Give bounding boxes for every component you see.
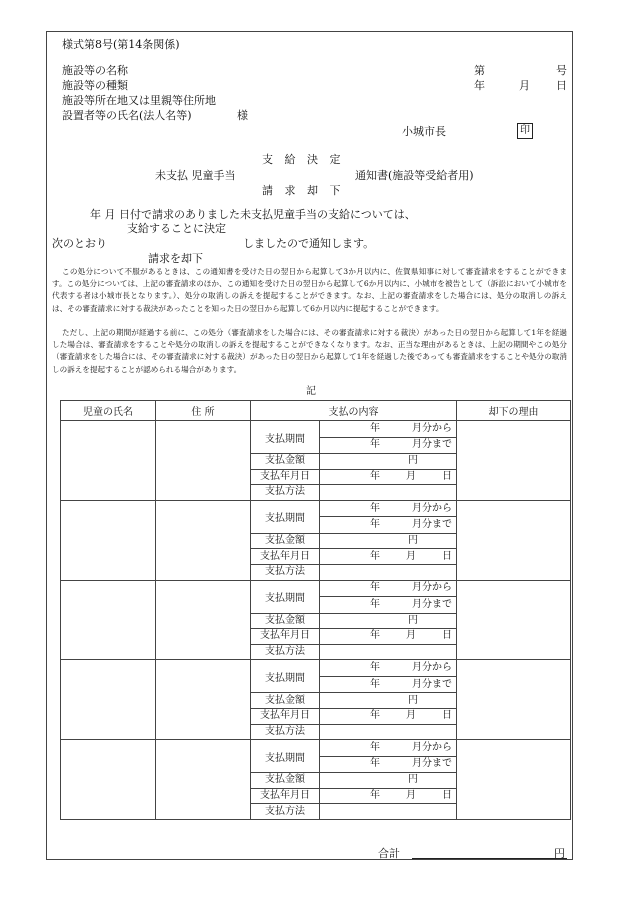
- period-to-cell[interactable]: [320, 517, 457, 534]
- total-label: 合計: [378, 847, 400, 860]
- period-from-year: 年: [370, 422, 380, 434]
- period-to-text: 月分まで: [412, 598, 452, 610]
- pay-date-year: 年: [370, 710, 380, 722]
- period-from-year: 年: [370, 741, 380, 753]
- period-from-year: 年: [370, 662, 380, 674]
- period-label: 支払期間: [251, 580, 320, 613]
- amount-unit: 円: [408, 774, 418, 786]
- amount-unit: 円: [408, 455, 418, 467]
- facility-address-label: 施設等所在地又は里親等住所地: [62, 94, 216, 107]
- reason-cell[interactable]: [457, 660, 571, 740]
- table-row: [61, 580, 571, 597]
- period-from-text: 月分から: [412, 502, 452, 514]
- notice-paragraph-1: この処分について不服があるときは、この通知書を受けた日の翌日から起算して3か月以内に、佐賀県知事に対して審査請求をすることができます。この処分については、上記の審査請求のほか、この通知を受けた日の翌日から起算して6か月以内に、小城市を被告として（訴訟において小城市を代表する者は小城市長となります。）、処分の取消しの訴えを提起することができます。なお、上記の審査請求をした場合には、処分の取消しの訴えは、その審査請求に対する裁決があったことを知った日の翌日から起算して6か月以内に提起することができます。: [52, 267, 567, 313]
- period-from-text: 月分から: [412, 741, 452, 753]
- method-label: 支払方法: [251, 804, 320, 820]
- method-label: 支払方法: [251, 644, 320, 660]
- header-reason: 却下の理由: [457, 401, 571, 421]
- amount-cell[interactable]: [320, 454, 457, 470]
- header-address: 住 所: [156, 401, 251, 421]
- period-label: 支払期間: [251, 500, 320, 533]
- pay-date-day: 日: [442, 550, 452, 562]
- amount-unit: 円: [408, 535, 418, 547]
- amount-cell[interactable]: [320, 613, 457, 629]
- period-from-cell[interactable]: [320, 500, 457, 517]
- founder-name-label: 設置者等の氏名(法人名等): [62, 109, 192, 122]
- period-to-text: 月分まで: [412, 678, 452, 690]
- amount-cell[interactable]: [320, 693, 457, 709]
- doc-number-suffix: 号: [556, 64, 567, 77]
- body-line1: 年 月 日付で請求のありました未支払児童手当の支給については、: [90, 208, 416, 221]
- method-label: 支払方法: [251, 724, 320, 740]
- title-decision: 支 給 決 定: [262, 153, 345, 166]
- pay-date-year: 年: [370, 790, 380, 802]
- pay-date-cell[interactable]: [320, 708, 457, 724]
- body-suffix: しましたので通知します。: [243, 237, 375, 250]
- period-from-text: 月分から: [412, 582, 452, 594]
- table-header-row: [61, 401, 571, 421]
- body-option-reject: 請求を却下: [148, 252, 203, 265]
- address-cell[interactable]: [156, 660, 251, 740]
- table-row: [61, 421, 571, 438]
- period-to-year: 年: [370, 678, 380, 690]
- title-left: 未支払 児童手当: [155, 169, 236, 182]
- period-to-year: 年: [370, 598, 380, 610]
- child-name-cell[interactable]: [61, 500, 156, 580]
- date-year: 年: [474, 79, 485, 92]
- form-number: 様式第8号(第14条関係): [62, 38, 180, 51]
- facility-name-label: 施設等の名称: [62, 64, 128, 77]
- period-to-year: 年: [370, 519, 380, 531]
- pay-date-label: 支払年月日: [251, 469, 320, 485]
- amount-label: 支払金額: [251, 533, 320, 549]
- pay-date-month: 月: [406, 630, 416, 642]
- body-prefix: 次のとおり: [52, 237, 107, 250]
- period-from-year: 年: [370, 582, 380, 594]
- table-row: [61, 660, 571, 677]
- pay-date-day: 日: [442, 710, 452, 722]
- payment-table: [60, 400, 571, 820]
- pay-date-cell[interactable]: [320, 549, 457, 565]
- pay-date-month: 月: [406, 550, 416, 562]
- period-from-cell[interactable]: [320, 580, 457, 597]
- facility-type-label: 施設等の種類: [62, 79, 128, 92]
- amount-label: 支払金額: [251, 454, 320, 470]
- amount-cell[interactable]: [320, 533, 457, 549]
- title-rejection: 請 求 却 下: [262, 184, 345, 197]
- pay-date-year: 年: [370, 550, 380, 562]
- reason-cell[interactable]: [457, 740, 571, 820]
- notice-paragraph-2: ただし、上記の期間が経過する前に、この処分（審査請求をした場合には、その審査請求に対する裁決）があった日の翌日から起算して1年を経過した場合は、審査請求をすることや処分の取消しの訴えを提起することができなくなります。なお、正当な理由があるときは、上記の期間やこの処分（審査請求をした場合には、その審査請求に対する裁決）があった日の翌日から起算して1年を経過した後であっても審査請求をすることや処分の取消しの訴えを提起することが認められる場合があります。: [52, 328, 567, 374]
- pay-date-day: 日: [442, 630, 452, 642]
- method-label: 支払方法: [251, 485, 320, 501]
- pay-date-label: 支払年月日: [251, 708, 320, 724]
- period-to-year: 年: [370, 758, 380, 770]
- date-day: 日: [556, 79, 567, 92]
- period-to-cell[interactable]: [320, 756, 457, 773]
- date-month: 月: [519, 79, 530, 92]
- method-cell[interactable]: [320, 564, 457, 580]
- table-row: [61, 740, 571, 757]
- reason-cell[interactable]: [457, 500, 571, 580]
- child-name-cell[interactable]: [61, 740, 156, 820]
- pay-date-label: 支払年月日: [251, 549, 320, 565]
- period-label: 支払期間: [251, 740, 320, 773]
- doc-number-prefix: 第: [474, 64, 485, 77]
- pay-date-day: 日: [442, 790, 452, 802]
- method-cell[interactable]: [320, 724, 457, 740]
- total-unit: 円: [554, 847, 565, 860]
- address-cell[interactable]: [156, 421, 251, 501]
- pay-date-label: 支払年月日: [251, 788, 320, 804]
- pay-date-month: 月: [406, 710, 416, 722]
- period-to-text: 月分まで: [412, 519, 452, 531]
- period-to-cell[interactable]: [320, 437, 457, 454]
- method-cell[interactable]: [320, 804, 457, 820]
- body-option-grant: 支給することに決定: [127, 222, 226, 235]
- amount-cell[interactable]: [320, 773, 457, 789]
- method-cell[interactable]: [320, 644, 457, 660]
- header-content: 支払の内容: [251, 401, 457, 421]
- reason-cell[interactable]: [457, 580, 571, 660]
- pay-date-year: 年: [370, 630, 380, 642]
- pay-date-month: 月: [406, 790, 416, 802]
- period-from-cell[interactable]: [320, 421, 457, 438]
- pay-date-year: 年: [370, 470, 380, 482]
- honorific: 様: [237, 109, 248, 122]
- period-to-cell[interactable]: [320, 597, 457, 614]
- pay-date-day: 日: [442, 470, 452, 482]
- period-from-cell[interactable]: [320, 660, 457, 677]
- child-name-cell[interactable]: [61, 421, 156, 501]
- total-line: [412, 858, 567, 859]
- table-row: [61, 500, 571, 517]
- title-right: 通知書(施設等受給者用): [355, 169, 474, 182]
- amount-unit: 円: [408, 614, 418, 626]
- period-to-cell[interactable]: [320, 676, 457, 693]
- pay-date-cell[interactable]: [320, 629, 457, 645]
- amount-label: 支払金額: [251, 773, 320, 789]
- period-from-cell[interactable]: [320, 740, 457, 757]
- pay-date-cell[interactable]: [320, 788, 457, 804]
- issuer: 小城市長: [402, 125, 446, 138]
- pay-date-month: 月: [406, 470, 416, 482]
- address-cell[interactable]: [156, 500, 251, 580]
- child-name-cell[interactable]: [61, 580, 156, 660]
- period-from-text: 月分から: [412, 422, 452, 434]
- header-child-name: 児童の氏名: [61, 401, 156, 421]
- period-to-text: 月分まで: [412, 439, 452, 451]
- period-label: 支払期間: [251, 421, 320, 454]
- period-to-text: 月分まで: [412, 758, 452, 770]
- child-name-cell[interactable]: [61, 660, 156, 740]
- address-cell[interactable]: [156, 740, 251, 820]
- period-to-year: 年: [370, 439, 380, 451]
- amount-unit: 円: [408, 694, 418, 706]
- pay-date-cell[interactable]: [320, 469, 457, 485]
- amount-label: 支払金額: [251, 613, 320, 629]
- amount-label: 支払金額: [251, 693, 320, 709]
- period-label: 支払期間: [251, 660, 320, 693]
- method-cell[interactable]: [320, 485, 457, 501]
- reason-cell[interactable]: [457, 421, 571, 501]
- address-cell[interactable]: [156, 580, 251, 660]
- ki-mark: 記: [306, 386, 316, 397]
- pay-date-label: 支払年月日: [251, 629, 320, 645]
- period-from-year: 年: [370, 502, 380, 514]
- seal-mark: 印: [517, 123, 533, 139]
- method-label: 支払方法: [251, 564, 320, 580]
- period-from-text: 月分から: [412, 662, 452, 674]
